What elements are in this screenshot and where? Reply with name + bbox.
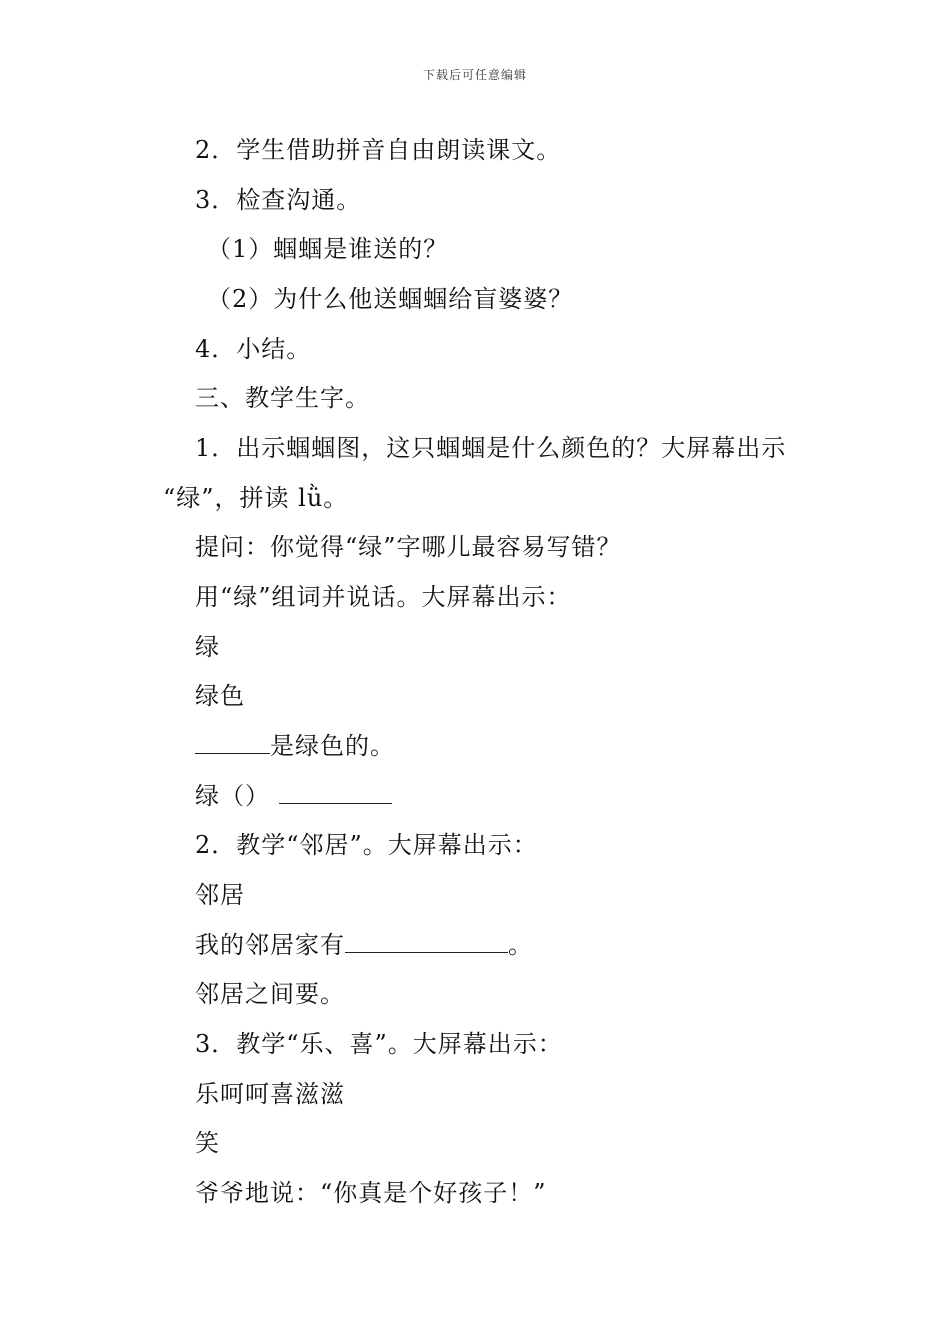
fill-blank-line	[195, 781, 392, 811]
text-line: 邻居	[195, 881, 245, 909]
text-line: 1．出示蝈蝈图，这只蝈蝈是什么颜色的？大屏幕出示	[195, 434, 787, 462]
text-line: 绿	[195, 633, 220, 661]
text-line: 笑	[195, 1129, 220, 1157]
text-line: 2．学生借助拼音自由朗读课文。	[195, 136, 562, 164]
fill-blank-line	[195, 930, 533, 960]
text-line: 4．小结。	[195, 335, 312, 363]
text-line: （2）为什么他送蝈蝈给盲婆婆？	[207, 285, 574, 313]
text-line: 3．教学“乐、喜”。大屏幕出示：	[195, 1030, 563, 1058]
blank	[279, 781, 392, 804]
section-heading: 三、教学生字。	[195, 384, 370, 412]
text-segment: 。	[508, 931, 533, 959]
fill-blank-line	[195, 731, 395, 761]
text-segment: 绿（）	[195, 782, 270, 810]
text-line: （1）蝈蝈是谁送的？	[207, 235, 449, 263]
text-line: 绿色	[195, 682, 245, 710]
blank	[345, 930, 508, 953]
blank	[195, 731, 270, 754]
text-line: 邻居之间要。	[195, 980, 345, 1008]
text-line: 乐呵呵喜滋滋	[195, 1080, 345, 1108]
text-line: “绿”，拼读 lǜ。	[163, 484, 349, 512]
text-line: 用“绿”组词并说话。大屏幕出示：	[195, 583, 572, 611]
text-line: 2．教学“邻居”。大屏幕出示：	[195, 831, 538, 859]
text-line: 提问：你觉得“绿”字哪儿最容易写错？	[195, 533, 622, 561]
text-line: 爷爷地说：“你真是个好孩子！”	[195, 1179, 547, 1207]
text-line: 3．检查沟通。	[195, 186, 362, 214]
text-segment: 我的邻居家有	[195, 931, 345, 959]
page-header: 下载后可任意编辑	[422, 68, 527, 82]
text-segment: 是绿色的。	[270, 732, 395, 760]
